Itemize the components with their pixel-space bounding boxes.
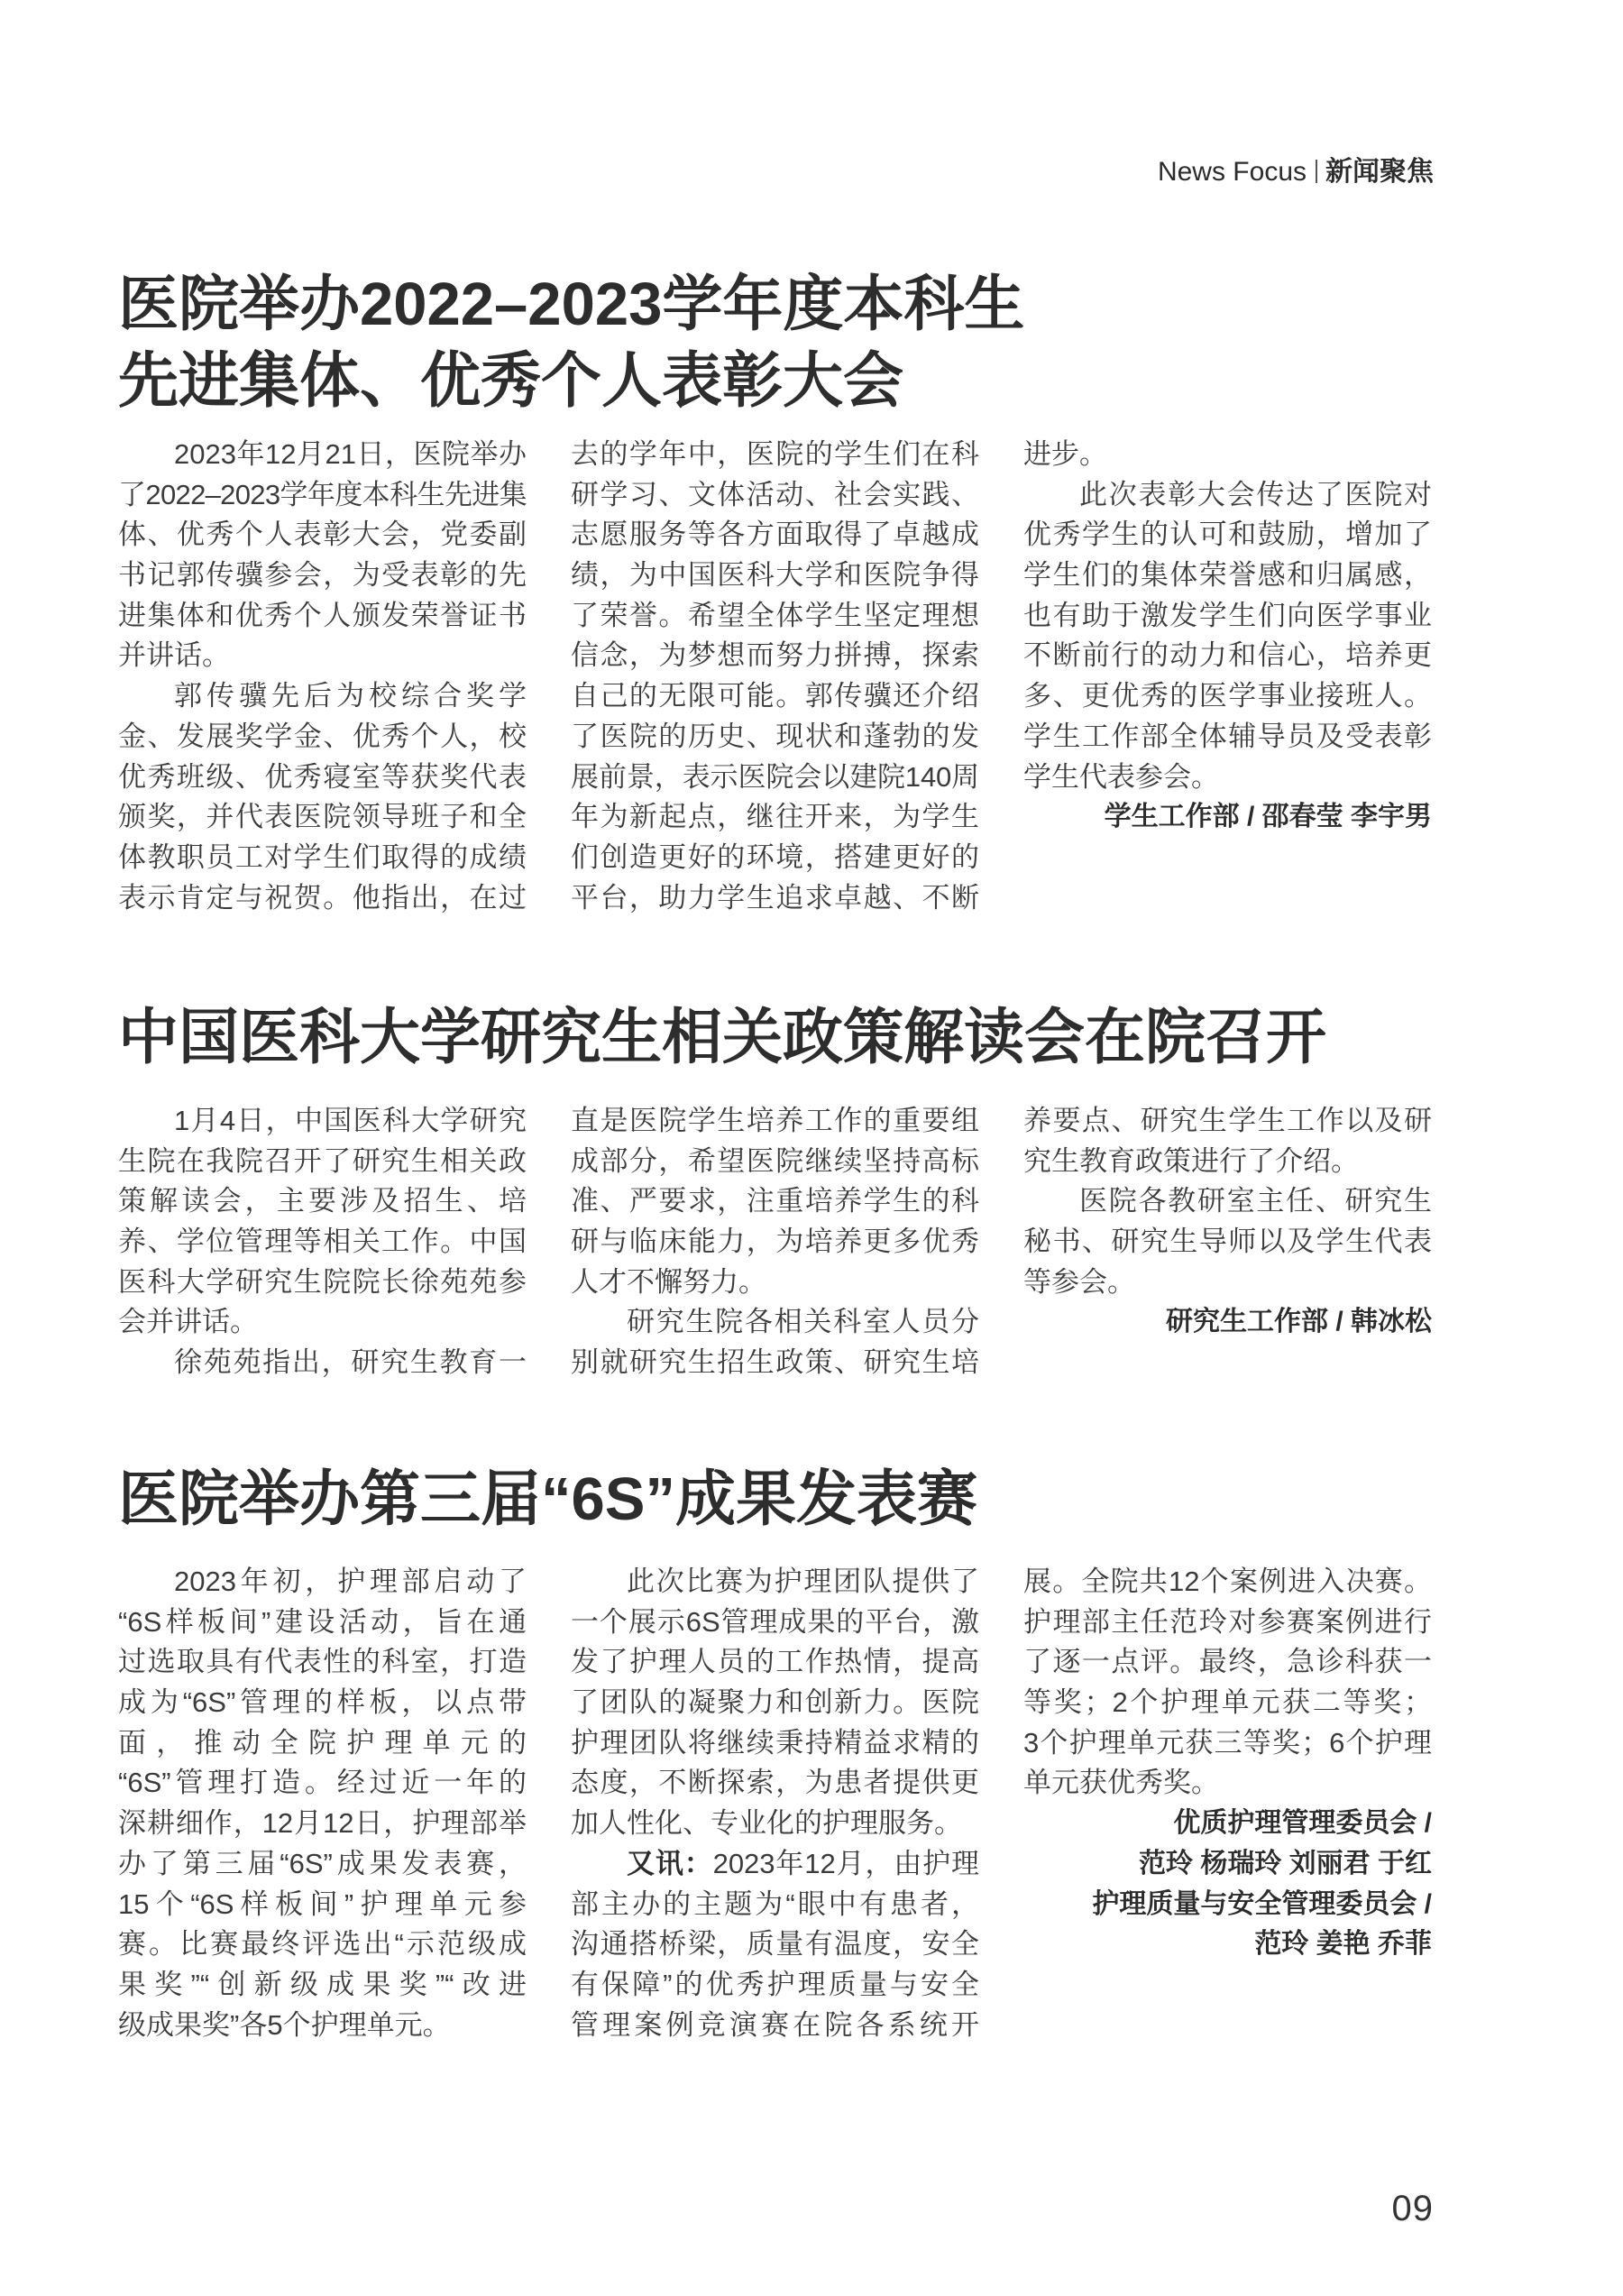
text-line: 加人性化、专业化的护理服务。 — [571, 1807, 962, 1840]
author-byline — [1023, 797, 1432, 838]
running-header — [1158, 154, 1434, 190]
byline-line: 研究生工作部 / 韩冰松 — [1165, 1307, 1432, 1337]
title-line: 医院举办2022–2023学年度本科生 — [118, 271, 1025, 338]
text-line: 展。全院共12个案例进入决赛。 — [1023, 1566, 1432, 1597]
column-1 — [118, 435, 527, 918]
column-1 — [118, 1562, 527, 2045]
text-line: 别就研究生招生政策、研究生培 — [571, 1346, 979, 1379]
separator-bar — [1316, 160, 1317, 183]
byline-line: 范玲 杨瑞玲 刘丽君 于红 — [1138, 1848, 1432, 1878]
byline-line: 优质护理管理委员会 / — [1173, 1808, 1432, 1839]
text-line: 直是医院学生培养工作的重要组 — [571, 1105, 979, 1136]
text-line: 1月4日，中国医科大学研究 — [174, 1105, 527, 1136]
text-line: 学生工作部全体辅导员及受表彰 — [1023, 720, 1432, 752]
text-line: 了荣誉。希望全体学生坚定理想 — [571, 599, 979, 631]
column-text — [1023, 1101, 1432, 1302]
text-line: 研学习、文体活动、社会实践、 — [571, 478, 979, 510]
byline-line: 学生工作部 / 邵春莹 李宇男 — [1104, 802, 1432, 832]
text-line: 等参会。 — [1023, 1265, 1135, 1298]
text-line: 一个展示6S管理成果的平台，激 — [571, 1605, 979, 1638]
text-line: 徐苑苑指出，研究生教育一 — [174, 1346, 527, 1379]
text-line: 表示肯定与祝贺。他指出，在过 — [118, 881, 527, 914]
column-2 — [571, 1101, 979, 1383]
text-line: 办了第三届“6S”成果发表赛， — [118, 1847, 527, 1879]
text-line: 也有助于激发学生们向医学事业 — [1023, 599, 1432, 631]
text-line: 志愿服务等各方面取得了卓越成 — [571, 519, 979, 551]
text-line: 了2022–2023学年度本科生先进集 — [118, 478, 527, 510]
text-line: 2023年初，护理部启动了 — [174, 1566, 527, 1597]
text-line: 了医院的历史、现状和蓬勃的发 — [571, 720, 979, 752]
text-line: 深耕细作，12月12日，护理部举 — [118, 1807, 527, 1840]
column-1 — [118, 1101, 527, 1383]
text-line: 金、发展奖学金、优秀个人，校 — [118, 720, 527, 752]
text-line: 有保障”的优秀护理质量与安全 — [571, 1968, 979, 2000]
lead-in: 又讯： — [627, 1847, 713, 1879]
text-line: 郭传骥先后为校综合奖学 — [174, 680, 527, 712]
text-line: 信念，为梦想而努力拼搏，探索 — [571, 639, 979, 672]
text-line: 会并讲话。 — [118, 1306, 258, 1338]
text-line: 学生代表参会。 — [1023, 760, 1219, 793]
text-line: 研究生院各相关科室人员分 — [627, 1306, 979, 1338]
text-line: 不断前行的动力和信心，培养更 — [1023, 639, 1432, 672]
text-line: 生院在我院召开了研究生相关政 — [118, 1144, 527, 1177]
page-number: 09 — [1391, 2189, 1434, 2228]
text-line: 面，推动全院护理单元的 — [118, 1726, 527, 1759]
text-line: 年为新起点，继往开来，为学生 — [571, 801, 979, 833]
text-line: 体教职员工对学生们取得的成绩 — [118, 840, 527, 873]
text-line: 颁奖，并代表医院领导班子和全 — [118, 801, 527, 833]
author-byline — [1023, 1804, 1432, 1965]
text-line: 了逐一点评。最终，急诊科获一 — [1023, 1646, 1432, 1678]
text-line: 养、学位管理等相关工作。中国 — [118, 1226, 527, 1258]
text-line: 护理部主任范玲对参赛案例进行 — [1023, 1605, 1432, 1638]
title-line: 中国医科大学研究生相关政策解读会在院召开 — [118, 1004, 1326, 1071]
text-line: 果奖”“创新级成果奖”“改进 — [118, 1968, 527, 2000]
text-line: 学生们的集体荣誉感和归属感， — [1023, 559, 1432, 592]
text-line: 了团队的凝聚力和创新力。医院 — [571, 1686, 979, 1719]
text-line: 成为“6S”管理的样板，以点带 — [118, 1686, 527, 1719]
text-line: 护理团队将继续秉持精益求精的 — [571, 1726, 979, 1759]
text-line: 体、优秀个人表彰大会，党委副 — [118, 519, 527, 551]
text-line: 并讲话。 — [118, 639, 230, 672]
text-line: 单元获优秀奖。 — [1023, 1767, 1219, 1799]
text-line: 医科大学研究生院院长徐苑苑参 — [118, 1265, 527, 1298]
text-line: 们创造更好的环境，搭建更好的 — [571, 840, 979, 873]
text-line: 15个“6S样板间”护理单元参 — [118, 1887, 527, 1920]
article-title — [118, 266, 1024, 419]
text-line: 管理案例竞演赛在院各系统开 — [571, 2008, 979, 2041]
article-title — [118, 1461, 977, 1538]
text-line: 医院各教研室主任、研究生 — [1079, 1185, 1432, 1217]
text-line: 准、严要求，注重培养学生的科 — [571, 1185, 979, 1217]
text-line: 此次表彰大会传达了医院对 — [1079, 478, 1432, 510]
column-2 — [571, 1562, 979, 2045]
text-line: 沟通搭桥梁，质量有温度，安全 — [571, 1928, 979, 1961]
text-line: 多、更优秀的医学事业接班人。 — [1023, 680, 1432, 712]
section-name-en: News Focus — [1157, 157, 1307, 187]
text-line: “6S”管理打造。经过近一年的 — [118, 1767, 527, 1799]
text-line — [571, 1844, 979, 1885]
byline-line: 范玲 姜艳 乔菲 — [1254, 1929, 1432, 1960]
text-line: 部主办的主题为“眼中有患者， — [571, 1887, 979, 1920]
column-3 — [1023, 1562, 1432, 1965]
text-line: 养要点、研究生学生工作以及研 — [1023, 1105, 1432, 1136]
text-line: 进集体和优秀个人颁发荣誉证书 — [118, 599, 527, 631]
text-line: 优秀班级、优秀寝室等获奖代表 — [118, 760, 527, 793]
text-line: 秘书、研究生导师以及学生代表 — [1023, 1226, 1432, 1258]
article-title — [118, 999, 1326, 1076]
text-line: 3个护理单元获三等奖；6个护理 — [1023, 1726, 1432, 1759]
byline-line: 护理质量与安全管理委员会 / — [1092, 1888, 1432, 1919]
text-line: 究生教育政策进行了介绍。 — [1023, 1144, 1359, 1177]
text-line: 优秀学生的认可和鼓励，增加了 — [1023, 519, 1432, 551]
text-line: “6S样板间”建设活动，旨在通 — [118, 1605, 527, 1638]
text-line: 成部分，希望医院继续坚持高标 — [571, 1144, 979, 1177]
author-byline — [1023, 1302, 1432, 1343]
text-line: 发了护理人员的工作热情，提高 — [571, 1646, 979, 1678]
text-line: 人才不懈努力。 — [571, 1265, 766, 1298]
text-line: 过选取具有代表性的科室，打造 — [118, 1646, 527, 1678]
title-line: 先进集体、优秀个人表彰大会 — [118, 347, 903, 415]
text-line: 级成果奖”各5个护理单元。 — [118, 2008, 451, 2041]
text-line: 赛。比赛最终评选出“示范级成 — [118, 1928, 527, 1961]
text-line: 2023年12月21日，医院举办 — [174, 438, 527, 470]
text-line: 去的学年中，医院的学生们在科 — [571, 438, 979, 470]
text-line: 策解读会，主要涉及招生、培 — [118, 1185, 527, 1217]
line-text: 2023年12月，由护理 — [712, 1847, 979, 1879]
column-3 — [1023, 1101, 1432, 1343]
text-line: 态度，不断探索，为患者提供更 — [571, 1767, 979, 1799]
column-text — [1023, 1562, 1432, 1804]
section-name-cn: 新闻聚焦 — [1325, 157, 1434, 187]
text-line: 平台，助力学生追求卓越、不断 — [571, 881, 979, 914]
text-line: 自己的无限可能。郭传骥还介绍 — [571, 680, 979, 712]
text-line: 展前景，表示医院会以建院140周 — [571, 760, 979, 793]
text-line: 等奖；2个护理单元获二等奖； — [1023, 1686, 1432, 1719]
text-line: 书记郭传骥参会，为受表彰的先 — [118, 559, 527, 592]
text-line: 此次比赛为护理团队提供了 — [627, 1566, 979, 1597]
column-2 — [571, 435, 979, 918]
column-text — [1023, 435, 1432, 797]
text-line: 研与临床能力，为培养更多优秀 — [571, 1226, 979, 1258]
text-line: 绩，为中国医科大学和医院争得 — [571, 559, 979, 592]
text-line: 进步。 — [1023, 438, 1107, 470]
title-line: 医院举办第三届“6S”成果发表赛 — [118, 1465, 977, 1533]
column-3 — [1023, 435, 1432, 838]
